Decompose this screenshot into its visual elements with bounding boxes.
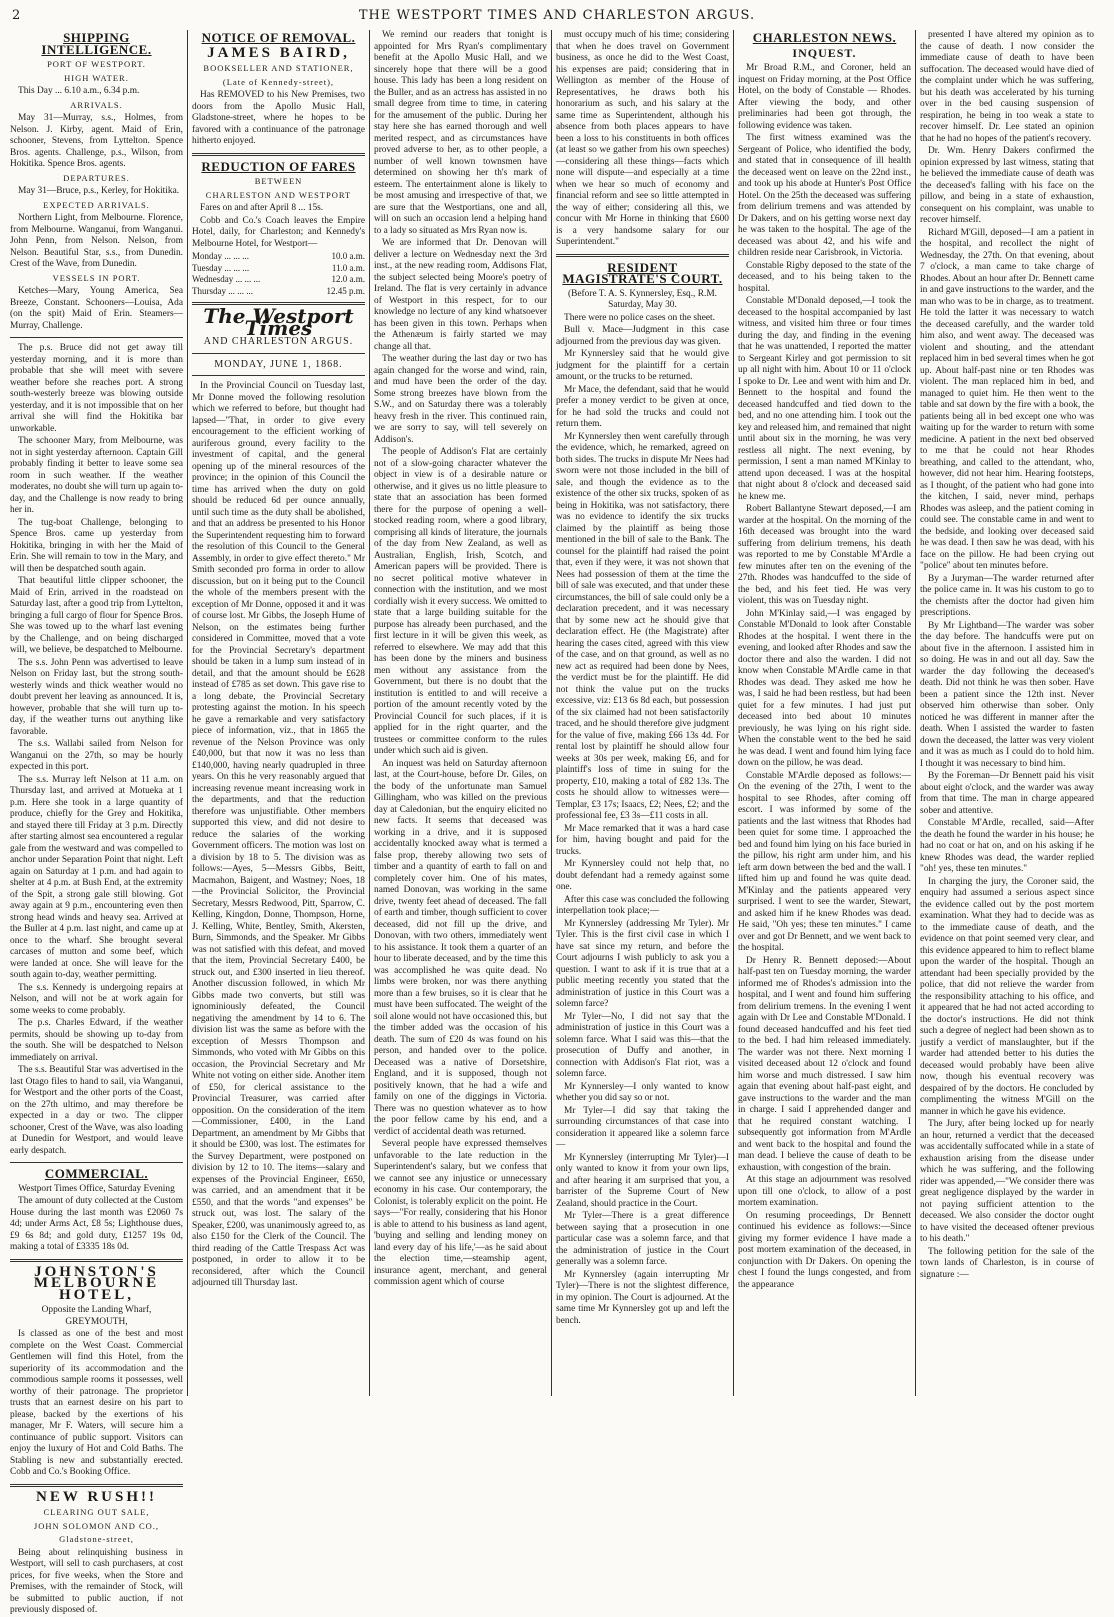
johnston-ad-body: Is classed as one of the best and most complete on the West Coast. Commercial Gentlemen will find this Hotel, from the superiority of its accommodation and the commodious sample rooms it possesses, well worthy of their patronage. The proprietor trusts that an earnest desire on his part to please, backed by the exertions of his manager, Mr F. Waters, will secure him a continuance of public support. Visitors can enjoy the luxury of Hot and Cold Baths. The Stabling is new and substantially erected. Cobb and Co.'s Booking Office. (10, 1329, 183, 1477)
divider (10, 1162, 183, 1163)
court-paragraph: There were no police cases on the sheet. (564, 312, 715, 323)
arrivals: May 31—Murray, s.s., Holmes, from Nelson. J. Kirby, agent. Maid of Erin, schooner, Stevens, from Lyttelton. Spence Bros. agents. Challenge, p.s., Wilson, from Hokitika. Spence Bros. agents. (10, 113, 183, 169)
removal-body: Has REMOVED to his New Premises, two doors from the Apollo Music Hall, Gladstone-street, where he hopes to be favored with a continuance of the patronage hitherto enjoyed. (192, 90, 365, 146)
column-6 (916, 30, 1098, 1396)
inquest-paragraph: Richard M'Gill, deposed—I am a patient in the hospital, and recollect the night of Wednesday, the 27th. On that evening, about 7 o'clock, a man came to take charge of Rhodes. About an hour after Dr. Bennett came in and gave instructions to the warder, and the man who was to be in charge, as to treatment. He told the latter it was necessary to watch the deceased carefully, and the warder told him also, and went away. The deceased was violent and shouting, and the attendant replaced him in bed several times when he got up. About half-past nine or ten Rhodes was violent. The man replaced him in bed, and managed to quiet him. He then went to the table and sat down by the fire with a book, the patients being all in bed except one who was waiting up for the warder to return with some medicine. A patient in the next bed observed to me that he could not hear Rhodes breathing, and called to the attendant, who, however, did not hear him. Hearing footsteps, as I thought, of the patient who had gone into the kitchen, I said, never mind, perhaps Rhodes was asleep, and the patient coming in could see. The constable came in and went to the bedside, and looking over deceased said he was dead. I then saw he was dead, with his face on the pillow. He had been crying out "police" about ten minutes before. (920, 227, 1094, 571)
inquest-paragraph: By a Juryman—The warder returned after the police came in. It was his custom to go to the chemists after the doctor had given him prescriptions. (920, 573, 1094, 618)
inquest-paragraph: Mr Broad R.M., and Coroner, held an inquest on Friday morning, at the Post Office Hotel, on the body of Constable — Rhodes. After viewing the body, and other preliminaries had been got through, the following evidence was taken. (738, 63, 911, 131)
column-1 (6, 30, 188, 1615)
inquest-paragraph: Dr. Wm. Henry Dakers confirmed the opinion expressed by last witness, stating that he believed the immediate cause of death was the deceased's falling with his face on the pillow, and being in a state of exhaustion, consequent on his complaint, was unable to recover himself. (920, 146, 1094, 225)
in-port: Ketches—Mary, Young America, Sea Breeze, Constant. Schooners—Louisa, Ada (on the spit) Maid of Erin. Steamers—Murray, Challenge. (10, 286, 183, 331)
editorial-paragraph: The people of Addison's Flat are certainly not of a slow-going character whatever the object in view is of a desirable nature or otherwise, and it gives us no little pleasure to state that an association has been formed there for the purpose of opening a well-stocked reading room, where a good library, comprising all kinds of literature, the journals of the day from New Zealand, as well as Australian, English, Irish, Scotch, and American papers will be provided. There is no secret political motive whatever in connection with the institution, and we most cordially wish it every success. We omitted to state that a large building suitable for the purpose has already been purchased, and the first lecture in it will be given this week, as referred to elsewhere. We may add that this has been done by the miners and business men without any assistance from the Government, but there is no doubt that the institution is entitled to and will receive a portion of the amount recently voted by the Provincial Council for such places, if it is applied for in the right quarter, and the trustees or committee conform to the rules under which such aid is given. (374, 447, 547, 756)
charleston-heading: CHARLESTON NEWS. (752, 30, 897, 45)
court-paragraph: Bull v. Mace—Judgment in this case adjourned from the previous day was given. (556, 325, 729, 347)
divider (192, 375, 365, 376)
inquest-paragraph: John M'Kinlay said,—I was engaged by Constable M'Donald to look after Constable Rhodes at the hospital. I went there in the evening, and looked after Rhodes and saw the doctor there and also the warden. I did not know when Constable M'Ardle came in that Rhodes was dead. They asked me how he was, I said he had been restless, but had been quiet for a few minutes. I had just put deceased into bed about 10 minutes previously, he was lying on his right side. When the constable went to the bed he said he was dead. I went and found him lying face down on the pillow, he was dead. (738, 608, 911, 768)
departures: May 31—Bruce, p.s., Kerley, for Hokitika. (18, 186, 180, 196)
court-paragraph: Mr Kynnersley (addressing Mr Tyler). Mr Tyler. This is the first civil case in which I have sat since my return, and before the Court adjourns I wish publicly to ask you a question. I want to ask if it is true that at a public meeting recently you stated that the administration of justice in this Court was a solemn farce? (556, 918, 729, 1009)
court-paragraph: Mr Mace remarked that it was a hard case for him, having bought and paid for the trucks. (556, 823, 729, 857)
removal-name: JAMES BAIRD, (207, 44, 350, 61)
inquest-paragraph: Dr Henry R. Bennett deposed:—About half-past ten on Tuesday morning, the warder informed me of Rhodes's admission into the hospital, and I went and found him suffering from delirium tremens. In the evening I went again with Dr Lee and Constable M'Donald. I found deceased handcuffed and his feet tied to the bed. I had him released immediately. The warder was not there. Next morning I visited deceased about 12 o'clock and found him worse and much distressed. I saw him again that evening about half-past eight, and gave instructions to the warder and the man in charge. I said I apprehended danger and that he required constant watching. I subsequently got information from M'Ardle and went back to the hospital and found the man dead. I believe the cause of death to be exhaustion, with congestion of the brain. (738, 955, 911, 1173)
removal-trade: BOOKSELLER AND STATIONER, (203, 63, 354, 73)
commercial-dateline: Westport Times Office, Saturday Evening (18, 1183, 175, 1194)
column-2 (188, 30, 370, 1396)
shipping-paragraph: The s.s. Murray left Nelson at 11 a.m. on Thursday last, and arrived at Motueka at 1 p.m. Here she took in a large quantity of produce, chiefly for the Grey and Hokitika, and stayed there till Friday at 3 p.m. Directly after starting almost sea encountered a regular gale from the westward and was compelled to anchor under Separation Point that night. Left again on Saturday at 1 p.m. and had again to shelter at 4 p.m. at Bush End, at the extremity of the Spit, a strong gale still blowing. Got away again at 9 p.m., encountering even then strong head winds and heavy sea. Arrived at the Buller at 4 p.m. last night, and came up at once to the wharf. She brought several carcases of mutton and some beef, which were landed at once. She will leave for the south again to-day, weather permitting. (10, 774, 183, 980)
rush-ad-title: NEW RUSH!! (36, 1488, 157, 1505)
fares-body: Cobb and Co.'s Coach leaves the Empire Hotel, daily, for Charleston; and Kennedy's Melbourne Hotel, for Westport— (192, 215, 365, 249)
divider (556, 254, 729, 257)
shipping-paragraph: The s.s. Wallabi sailed from Nelson for Wanganui on the 27th, so may be hourly expected in this port. (10, 739, 183, 772)
editorial-paragraph: Several people have expressed themselves unfavorable to the late reduction in the Superintendent's salary, but we confess that we cannot see any injustice or unnecessary economy in his case. Our contemporary, the Colonist, is tolerably explicit on the point. He says—"For really, considering that his Honor is able to attend to his business as land agent, 'buying and selling and lending money on land every day of his life,'—as he said about the election time,—steamship agent, insurance agent, merchant, and general commission agent which of course (374, 1139, 547, 1287)
departures-label: DEPARTURES. (63, 172, 130, 183)
johnston-ad-title: JOHNSTON'S MELBOURNE HOTEL, (33, 1263, 160, 1303)
court-paragraph: Mr Kynnersley could not help that, no doubt defendant had a remedy against some one. (556, 859, 729, 892)
court-paragraph: Mr Kynnersley then went carefully through the evidence, which, he remarked, agreed on both sides. The trucks in dispute Mr Nees had sworn were not those included in the bill of sale, and though the evidence as to the existence of the other six trucks, spoken of as being in Hokitika, was not satisfactory, there was no evidence to identify the six trucks claimed by the plaintiff as being those mentioned in the bill of sale to the Bank. The counsel for the plaintiff had raised the point that, even if they were, it was not shown that Nees had possession of them at the time the bill of sale was executed, and that under these circumstances, the bill of sale could only be a declaration precedent, and it was necessary that by some new act he should give that declaration effect. He (the Magistrate) after hearing the cases cited, agreed with this view of the case, and on that ground, as well as no new act as required had been done by Nees, the verdict must be for the plaintiff. He did not think the value put on the trucks excessive, viz: £13 6s 8d each, but possession of the six claimed had not been satisfactorily traced, and he should therefore give judgment for the value of five, making £66 13s 4d. For rental lost by plaintiff he should allow four weeks at 30s per week, making £6, and for plaintiff's loss of time in suing for the property, £10, making a total of £82 13s. The costs he should allow to witnesses were—Templar, £3 17s; Isaacs, £2; Nees, £2; and the professional fee, £3 3s—£11 costs in all. (556, 431, 729, 821)
fares-heading: REDUCTION OF FARES (201, 158, 356, 174)
shipping-paragraph: The schooner Mary, from Melbourne, was not in sight yesterday afternoon. Captain Gill probably finding it better to leave some sea room in such weather. If the weather moderates, no doubt she will turn up again to-day, and the Challenge is now ready to bring her in. (10, 436, 183, 515)
fares-fare: Fares on and after April 8 ... 15s. (200, 203, 324, 213)
court-paragraph: Mr Tyler—I did say that taking the surrounding circumstances of that case into consideration it appeared like a solemn farce— (556, 1105, 729, 1150)
inquest-paragraph: Constable M'Ardle deposed as follows:—On the evening of the 27th, I went to the hospital to see Rhodes, after coming off escort. I was informed by some of the patients and the last witness that Rhodes had been quiet for some time. I approached the bed and found him lying on his face buried in the pillow, his right arm under him, and his left arm down between the bed and the wall. I lifted him up and found he was quite dead. M'Kinlay and the patients appeared very surprised. I went to see the warder, Stewart, and asked him if he knew Rhodes was dead. He said, "Oh yes; these ten minutes." I came over and got Dr Bennett, and we went back to the hospital. (738, 770, 911, 953)
arrivals-label: ARRIVALS. (70, 99, 123, 110)
inquest-paragraph: By the Foreman—Dr Bennett paid his visit about eight o'clock, and the warder was away from that time. The man in charge appeared sober and attentive. (920, 771, 1094, 816)
in-port-label: VESSELS IN PORT. (52, 272, 141, 283)
court-paragraph: Mr Kynnersley (interrupting Mr Tyler)—I only wanted to know it from your own lips, and after hearing it am surprised that you, a barrister of the Supreme Court of New Zealand, should practice in the Court. (556, 1152, 729, 1209)
rush-ad-subtitle: CLEARING OUT SALE, (43, 1507, 150, 1517)
court-paragraph: After this case was concluded the following interpellation took place;— (556, 894, 729, 916)
editorial-paragraph: must occupy much of his time; considering that when he does travel on Government business, as once he did to the West Coast, his expenses are paid; considering that in Wellington as member of the House of Representatives, he draws both his honorarium as such, and his salary at the same time as Superintendent, although his absence from both places appears to have been a loss to his constituents in both offices (at least so we gather from his own speeches)—considering all these things—facts which none will dispute—and especially at a time when we hear so much of economy and financial reform and see so little attempted in the way of either; considering all this, we concur with Mr Horne in thinking that £600 is a very handsome salary for our Superintendent." (556, 30, 729, 247)
court-paragraph: Mr Kynnersley—I only wanted to know whether you did say so or not. (556, 1081, 729, 1103)
high-water-label: HIGH WATER. (64, 72, 129, 83)
court-paragraph: Mr Tyler—There is a great difference between saying that a prosecution in one particular case was a solemn farce, and that the administration of justice in the Court generally was a solemn farce. (556, 1211, 729, 1267)
shipping-paragraph: The tug-boat Challenge, belonging to Spence Bros. came up yesterday from Hokitika, bringing in with her the Maid of Erin. She will remain to tow in the Mary, and will then be despatched south again. (10, 517, 183, 574)
shipping-paragraph: The s.s. John Penn was advertised to leave Nelson on Friday last, but the strong south-westerly winds and thick weather would no doubt prevent her leaving as announced. It is, however, probable that she will turn up to-day, if the weather turns out anything like favorable. (10, 657, 183, 737)
rush-ad-firm: JOHN SOLOMON AND CO., (33, 1520, 160, 1531)
inquest-paragraph: Robert Ballantyne Stewart deposed,—I am warder at the hospital. On the morning of the 16th deceased was brought into the ward suffering from delirium tremens, his death was reported to me by Constable M'Ardle a few minutes after ten on the evening of the 27th. Rhodes was handcuffed to the side of the bed, and his feet tied. He was very violent, this was on Tuesday night. (738, 504, 911, 606)
fares-between: BETWEEN (254, 176, 303, 186)
commercial-heading: COMMERCIAL. (44, 1166, 149, 1181)
editorial-paragraph: We remind our readers that tonight is appointed for Mrs Ryan's complimentary benefit at the Apollo Music Hall, and we sincerely hope that there will be a good house. This lady has been a long resident on the Buller, and as an actress has assisted in no small degree from time to time, in catering for the amusement of the public. During her stay here she has earned thorough and well merited respect, and as circumstances have proved adverse to her, as to other people, a number of well known townsmen have determined on showing her th's mark of esteem. The entertainment alone is likely to be most amusing and irrespective of that, we are sure that the Westportians, one and all, will on such an occasion lend a helping hand to a lady so situated as Mrs Ryan now is. (374, 30, 547, 236)
court-bench: (Before T. A. S. Kynnersley, Esq., R.M. Saturday, May 30. (567, 288, 718, 310)
inquest-paragraph: The Jury, after being locked up for nearly an hour, returned a verdict that the deceased was accidentally suffocated while in a state of exhaustion arising from the disease under which he was suffering, and the following rider was appended,—"We consider there was great negligence displayed by the warder in not paying sufficient attention to the deceased. We also consider the doctor ought to have visited the deceased oftener previous to his death." (920, 1119, 1094, 1244)
editorial-paragraph: We are informed that Dr. Denovan will deliver a lecture on Wednesday next the 3rd inst., at the new reading room, Addisons Flat, the subject selected being Moore's poetry of Ireland. The flat is very certainly in advance of Westport in this respect, for to our knowledge no lecture of any kind whatsoever has been given in this town. Perhaps when the Athenæum is fairly started we may change all that. (374, 238, 547, 352)
expected: Northern Light, from Melbourne. Florence, from Melbourne. Wanganui, from Wanganui. John Penn, from Nelson. Nelson, from Nelson. Beautiful Star, s.s., from Dunedin. Crest of the Wave, from Dunedin. (10, 213, 183, 269)
divider (192, 353, 365, 354)
editorial-paragraph: The weather during the last day or two has again changed for the worse and wind, rain, and mud have been the order of the day. Some strong breezes have blown from the S.W., and on Saturday there was a tolerably heavy fresh in the river. This continued rain, we are sorry to say, will tell severely on Addison's. (374, 354, 547, 445)
court-paragraph: Mr Kynnersley (again interrupting Mr Tyler)—There is not the slightest difference, in my opinion. The Court is adjourned. At the same time Mr Kynnersley got up and left the bench. (556, 1269, 729, 1326)
inquest-paragraph: At this stage an adjournment was resolved upon till one o'clock, to allow of a post mortem examination. (738, 1175, 911, 1208)
timetable-row: Tuesday ... ... ... 11.0 a.m. (192, 262, 365, 273)
running-masthead: THE WESTPORT TIMES AND CHARLESTON ARGUS. (358, 8, 756, 23)
inquest-paragraph: presented I have altered my opinion as to the cause of death. I now consider the immediate cause of death to have been suffocation. The deceased would have died of the complaint under which he was suffering, but his death was accelerated by his turning over in the bed causing suspension of respiration, he being in too weak a state to recover himself. Dr. Lee stated an opinion that he had no hopes of the patient's recovery. (920, 30, 1094, 144)
inquest-paragraph: On resuming proceedings, Dr Bennett continued his evidence as follows:—Since giving my former evidence I have made a post mortem examination of the deceased, in conjunction with Dr Dakers. On opening the chest I found the lungs congested, and from the appearance (738, 1210, 911, 1290)
shipping-heading: SHIPPING INTELLIGENCE. (41, 30, 152, 57)
shipping-paragraph: The p.s. Bruce did not get away till yesterday morning, and it is more than probable that she will meet with severe weather before she reaches port. A strong south-westerly breeze was blowing outside yesterday, and it is not impossible that on her arrival she will find the Hokitika bar unworkable. (10, 343, 183, 434)
court-paragraph: Mr Mace, the defendant, said that he would prefer a money verdict to be given at once, for he had sold the trucks and could not return them. (556, 384, 729, 429)
paper-title: The Westport Times (203, 304, 354, 340)
court-heading: RESIDENT MAGISTRATE'S COURT. (562, 259, 723, 286)
divider (10, 1259, 183, 1262)
johnston-ad-subtitle: Opposite the Landing Wharf, GREYMOUTH, (41, 1305, 152, 1327)
columns (6, 30, 1110, 1615)
commercial-body: The amount of duty collected at the Custom House during the last month was £2060 7s 4d; under Arms Act, £8 5s; Lighthouse dues, £9 6s 8d; and gold duty, £1257 19s 0d, making a total of £3335 18s 0d. (10, 1196, 183, 1252)
inquest-heading: INQUEST. (792, 45, 857, 60)
column-4 (552, 30, 734, 1396)
divider (192, 153, 365, 156)
high-water: This Day ... 6.10 a.m., 6.34 p.m. (18, 86, 140, 96)
editorial-paragraph: An inquest was held on Saturday afternoon last, at the Court-house, before Dr. Giles, on the body of the unfortunate man Samuel Gillingham, who was killed on the previous day at Caledonian, but the enquiry elicited no new facts. It seems that deceased was working in a drive, and it is supposed accidentally knocked away what is termed a false prop, thereby allowing two sets of timber and a quantity of earth to fall on and completely cover him. One of his mates, named Donovan, was working in the same drive, twenty feet ahead of deceased. The fall of earth and timber, though sufficient to cover deceased, did not fill up the drive, and Donovan, with two others, immediately went to his assistance. It took them a quarter of an hour to liberate deceased, and by the time this was accomplished he was quite dead. No limbs were broken, nor was there anything more than a few bruises, so it is clear that he must have been suffocated. The weight of the soil alone would not have occasioned this, but the timber added was the occasion of his death. The sum of £20 4s was found on his person, and handed over to the police. Deceased was a native of Dorsetshire, England, and it is supposed, though not positively known, that he had a wife and family on one of the diggings in Victoria. There was no question whatever as to how the poor fellow came by his end, and a verdict of accidental death was returned. (374, 758, 547, 1137)
timetable-row: Monday ... ... ... 10.0 a.m. (192, 251, 365, 261)
fares-route: CHARLESTON AND WESTPORT (205, 189, 352, 200)
column-3 (370, 30, 552, 1396)
running-head (0, 6, 1114, 26)
expected-label: EXPECTED ARRIVALS. (43, 199, 150, 210)
paper-subtitle: AND CHARLESTON ARGUS. (203, 336, 354, 347)
shipping-paragraph: The s.s. Beautiful Star was advertised in the last Otago files to hand to sail, via Wanganui, for Westport and the other ports of the Coast, on the 27th ultimo, and may therefore be expected in a day or two. The clipper schooner, Crest of the Wave, was also loading at Dunedin for Westport, and would leave early despatch. (10, 1065, 183, 1156)
court-paragraph: Mr Tyler—No, I did not say that the administration of justice in this Court was a solemn farce. What I said was this—that the prosecution of Duffy and another, in connection with Addison's Flat riot, was a solemn farce. (556, 1011, 729, 1079)
inquest-paragraph: The first witness examined was the Sergeant of Police, who identified the body, and stated that in consequence of ill health the deceased went on leave on the 22nd inst., and took up his abode at Hunter's Post Office Hotel. On the 25th the deceased was suffering from delirium tremens and was attended by Dr Dakers, and on his getting worse next day he was taken to the hospital. The age of the deceased was about 42, and his wife and children reside near Carisbrook, in Victoria. (738, 133, 911, 258)
inquest-paragraph: Constable Rigby deposed to the state of the deceased, and to his being taken to the hospital. (738, 260, 911, 294)
shipping-port: PORT OF WESTPORT. (47, 59, 146, 69)
removal-late: (Late of Kennedy-street), (222, 76, 335, 87)
inquest-paragraph: By Mr Lightband—The warder was sober the day before. The handcuffs were put on about five in the afternoon. I assisted him in so doing. He was in and out all day. Saw the warder the day following the deceased's death. Did not think he was then sober. Have been a patient since the 12th inst. Never observed him otherwise than sober. Only noticed he was different in manner after the death. When I assisted the warder to fasten down the deceased, the latter was very violent and it was as much as I could do to hold him. I thought it was necessary to bind him. (920, 620, 1094, 769)
shipping-paragraph: The s.s. Kennedy is undergoing repairs at Nelson, and will not be at work again for some weeks to come probably. (10, 982, 183, 1016)
page-number: 2 (12, 8, 21, 23)
shipping-paragraph: The p.s. Charles Edward, if the weather permits, should be showing up to-day from the south. She will be despatched to Nelson immediately on arrival. (10, 1018, 183, 1063)
inquest-paragraph: In charging the jury, the Coroner said, the enquiry had assumed a serious aspect since the evidence called out by the post mortem examination. What they had to decide was as to the immediate cause of death, and the evidence on that point seemed very clear, and this evidence appeared to him to reflect blame upon the warder of the hospital. Though an attendant had been specially provided by the police, that did not relieve the warder from the responsibility attaching to his office, and it appeared that he had not acted according to the doctor's instructions. He did not think such a degree of neglect had been shown as to justify a verdict of manslaughter, but if the warder had attended better to his duties the deceased would probably have been alive now, though his eventual recovery was despaired of by the doctors. He concluded by complimenting the witness M'Gill on the manner in which he gave his evidence. (920, 876, 1094, 1117)
timetable-row: Thursday ... ... ... 12.45 p.m. (192, 285, 365, 296)
rush-ad-body: Being about relinquishing business in Westport, will sell to cash purchasers, at cost prices, for five weeks, when the Store and Premises, with the remainder of Stock, will be submitted to public auction, if not previously disposed of. (10, 1547, 183, 1615)
divider (10, 337, 183, 338)
divider (10, 1484, 183, 1487)
inquest-paragraph: Constable M'Ardle, recalled, said—After the death he found the warder in his house; he had no coat or hat on, and on his asking if he knew Rhodes was dead, the warder replied "oh! yes, these ten minutes." (920, 818, 1094, 874)
issue-date: MONDAY, JUNE 1, 1868. (214, 358, 343, 370)
inquest-paragraph: The following petition for the sale of the town lands of Charleston, is in course of signature :— (920, 1246, 1094, 1280)
court-paragraph: Mr Kynnersley said that he would give judgment for the plaintiff for a certain amount, or the trucks to be returned. (556, 349, 729, 382)
timetable-row: Wednesday ... ... ... 12.0 a.m. (192, 274, 365, 284)
shipping-paragraph: That beautiful little clipper schooner, the Maid of Erin, arrived in the roadstead on Saturday last, after a good trip from Lyttelton, bringing a full cargo of flour for Spence Bros. She was towed up to the wharf last evening by the Challenge, and on being discharged will, we believe, be despatched to Melbourne. (10, 576, 183, 655)
removal-heading: NOTICE OF REMOVAL. (201, 30, 356, 45)
rush-ad-street: Gladstone-street, (59, 1534, 134, 1544)
editorial-paragraph: In the Provincial Council on Tuesday last, Mr Donne moved the following resolution which we referred to before, but thought had lapsed—"That, in order to give every encouragement to the efficient working of auriferous ground, every facility to the investment of capital, and the general opening up of the mineral resources of the province; in the opinion of this Council the time has arrived when the duty on gold should be reduced 6d per ounce annually, until such time as the duty shall be abolished, and that an address be presented to his Honor the Superintendent requesting him to forward the resolution of this Council to the General Assembly, in order to give effect thereto." Mr Smith seconded pro forma in order to allow discussion, but on it being put to the Council the whole of the members present with the exception of Mr Donne, opposed it and it was of course lost. Mr Gibbs, the Joseph Hume of Nelson, on the estimates being further considered in Committee, moved that a vote for the Provincial Secretary's department should be taken in a lump sum instead of in detail, and that the amount should be £628 instead of £785 as set down. This gave rise to a long debate, the Provincial Secretary protesting against the motion. In his speech he gave a remarkable and very satisfactory piece of information, viz., that in 1865 the revenue of the Nelson Province was only £40,000, but that now it was no less than £140,000, having nearly quadrupled in three years. On this he very reasonably argued that increasing revenue meant increasing work in the departments, and that the reduction therefore was unjustifiable. Other members supported this view, and did not desire to reduce the salaries of the working Government officers. The motion was lost on a division by 18 to 5. The division was as follows:—Ayes, 5—Messrs Gibbs, Beitt, Macmahon, Baigent, and Wastney; Noes, 18—the Provincial Solicitor, the Provincial Secretary, Messrs Redwood, Pitt, Sparrow, C. Kelling, Kingdon, Donne, Thompson, Horne, J. Kelling, White, Bentley, Smith, Akersten, Burn, Simmonds, and the Speaker. Mr Gibbs was not satisfied with this defeat, and moved that the item, Provincial Secretary £400, be struck out, and £300 inserted in lieu thereof. Another discussion followed, in which Mr Gibbs made two converts, but still was ignominiously defeated, the Council negativing the amendment by 14 to 6. The division list was the same as before with the exception of Messrs Thompson and Simmonds, who voted with Mr Gibbs on this occasion, the Provincial Secretary and Mr White not voting on either side. Another item of £50, for clerical assistance to the Provincial Treasurer, was carried after opposition. On the consideration of the item—Commissioner, £400, in the Land Department, an amendment by Mr Gibbs that it should be £300, was lost. The estimates for the Survey Department, were postponed on division by 12 to 10. The items—salary and expenses of the Provincial Engineer, £650, was carried, and an amendment that it be £550, and that the words "and expenses" be struck out, was lost. The salary of the Speaker, £200, was unanimously agreed to, as also £150 for the Clerk of the Council. The third reading of the Cattle Trespass Act was postponed, in order to allow it to be reconsidered, after which the Council adjourned till Thursday last. (192, 381, 365, 1288)
inquest-paragraph: Constable M'Donald deposed,—I took the deceased to the hospital accompanied by last witness, and visited him three or four times during the day, and finding in the evening that he was unattended, I reported the matter to Sergeant Kirley and got permission to sit up all night with him. About 10 or 11 o'clock I spoke to Dr. Lee and went with him and Dr. Bennett to the hospital and found the deceased handcuffed and tied down to the bed, and no one attending him. I took out the key and released him, and remained that night until about six in the morning, he was very restless all night. The next evening, by permission, I sent a man named M'Kinlay to attend upon deceased. I was at the hospital that night about 8 o'clock and deceased said he knew me. (738, 296, 911, 502)
column-5 (734, 30, 916, 1396)
